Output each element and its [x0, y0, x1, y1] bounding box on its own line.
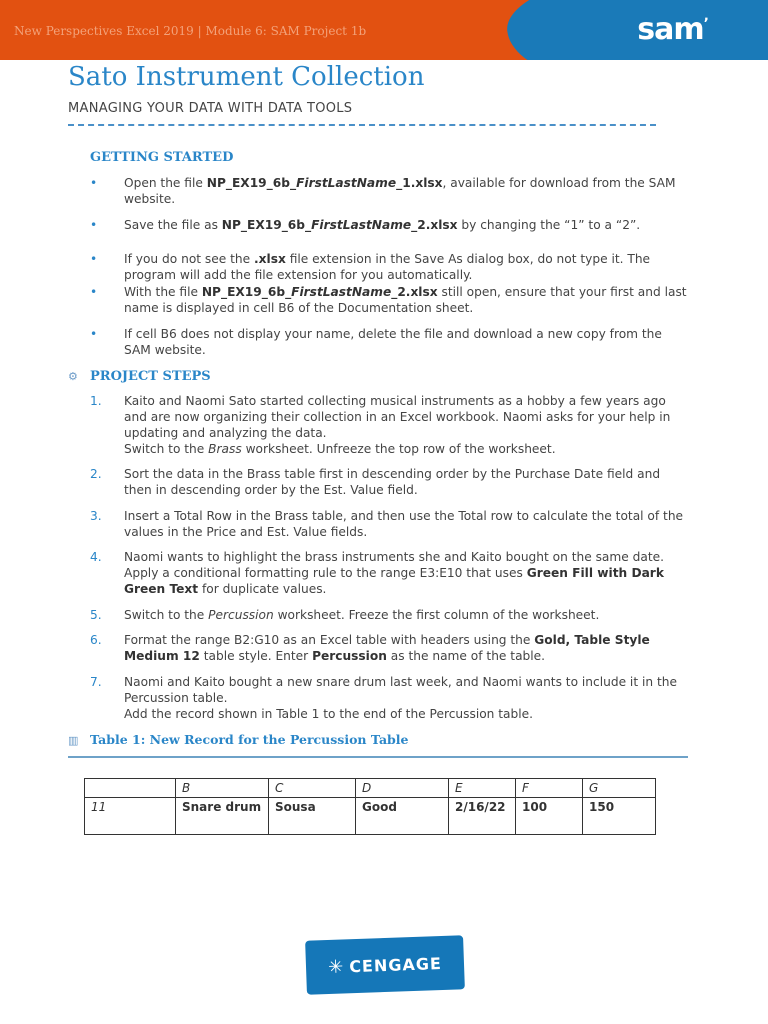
text-run: _1.xlsx [396, 176, 443, 190]
table-header-cell [85, 779, 176, 798]
table-cell: 100 [516, 798, 583, 835]
text-run: If you do not see the [124, 252, 255, 266]
steps-icon: ⚙ [68, 370, 78, 383]
step-paragraph [124, 466, 688, 498]
step-paragraph [124, 632, 688, 664]
text-run: Insert a Total Row in the Brass table, and then use the Total row to calculate the total of the values in the Price and Est. Value fields. [124, 509, 684, 539]
text-run: With the file [124, 285, 202, 299]
sam-logo-text: sam [637, 12, 704, 47]
text-run: NP_EX19_6b_ [201, 285, 292, 299]
text-run: If cell B6 does not display your name, delete the file and download a new copy from the SAM website. [124, 327, 662, 357]
text-run: _2.xlsx [411, 218, 458, 232]
cengage-logo [305, 935, 465, 994]
step-text [124, 607, 688, 623]
text-run: Percussion [208, 608, 274, 622]
text-run: NP_EX19_6b_ [221, 218, 312, 232]
text-run: still open, ensure that your first and last name is displayed in cell B6 of the Documentation sheet. [124, 285, 687, 315]
step-paragraph [124, 441, 688, 457]
step-number: 7. [90, 675, 102, 689]
sam-logo-mark: ʼ [703, 16, 708, 32]
text-run: Gold, Table Style Medium 12 [124, 633, 650, 663]
text-run: Format the range B2:G10 as an Excel table with headers using the [124, 633, 535, 647]
step-number: 6. [90, 633, 102, 647]
text-run: Add the record shown in Table 1 to the end of the Percussion table. [124, 707, 534, 721]
step-text [124, 674, 688, 722]
text-run: FirstLastName [291, 285, 392, 299]
banner-title: New Perspectives Excel 2019 | Module 6: SAM Project 1b [14, 24, 367, 38]
table-cell: Snare drum [176, 798, 269, 835]
list-item-text [124, 175, 688, 207]
sam-logo [637, 12, 708, 47]
table-row [85, 798, 656, 835]
bullet-marker: • [90, 285, 98, 299]
text-run: file extension in the Save As dialog box, do not type it. The program will add the file extension for you automatically. [124, 252, 651, 282]
project-steps-heading: PROJECT STEPS [90, 369, 211, 384]
table-header-row [85, 779, 656, 798]
step-paragraph [124, 508, 688, 540]
table-cell: Sousa [269, 798, 356, 835]
table-header-cell: C [269, 779, 356, 798]
text-run: Open the file [124, 176, 207, 190]
step-number: 1. [90, 394, 102, 408]
text-run: Percussion [312, 649, 387, 663]
text-run: NP_EX19_6b_ [206, 176, 297, 190]
text-run: Switch to the [124, 442, 209, 456]
step-text [124, 466, 688, 498]
bullet-marker: • [90, 176, 98, 190]
text-run: _2.xlsx [391, 285, 438, 299]
cengage-logo-text: CENGAGE [348, 953, 443, 976]
step-number: 3. [90, 509, 102, 523]
step-text [124, 632, 688, 664]
text-run: FirstLastName [296, 176, 397, 190]
text-run: Naomi wants to highlight the brass instruments she and Kaito bought on the same date. Apply a conditional formatting rule to the range E3:E10 that uses [124, 550, 665, 580]
text-run: Sort the data in the Brass table first in descending order by the Purchase Date field and then in descending order by the Est. Value field. [124, 467, 661, 497]
step-number: 2. [90, 467, 102, 481]
list-item-text [124, 217, 688, 233]
table-icon: ▥ [68, 734, 79, 747]
step-paragraph [124, 607, 688, 623]
text-run: as the name of the table. [386, 649, 546, 663]
step-number: 5. [90, 608, 102, 622]
bullet-marker: • [90, 327, 98, 341]
text-run: for duplicate values. [198, 582, 327, 596]
step-text [124, 393, 688, 457]
dashed-divider [68, 124, 656, 126]
table-header-cell: D [356, 779, 449, 798]
step-paragraph [124, 549, 688, 597]
text-run: Save the file as [124, 218, 222, 232]
step-text [124, 508, 688, 540]
list-item-text [124, 326, 688, 358]
page-subtitle: MANAGING YOUR DATA WITH DATA TOOLS [68, 101, 353, 116]
text-run: Green Fill with Dark Green Text [124, 566, 664, 596]
text-run: worksheet. Unfreeze the top row of the worksheet. [241, 442, 556, 456]
list-item-text [124, 284, 688, 316]
cengage-star-icon: ✳ [327, 955, 344, 978]
text-run: worksheet. Freeze the first column of the worksheet. [273, 608, 600, 622]
text-run: Naomi and Kaito bought a new snare drum last week, and Naomi wants to include it in the Percussion table. [124, 675, 677, 705]
text-run: .xlsx [254, 252, 286, 266]
table-cell: Good [356, 798, 449, 835]
step-paragraph [124, 706, 688, 722]
bullet-marker: • [90, 218, 98, 232]
bullet-marker: • [90, 252, 98, 266]
header-banner [0, 0, 768, 60]
text-run: Kaito and Naomi Sato started collecting musical instruments as a hobby a few years ago and are now organizing their collection in an Excel workbook. Naomi asks for your help in updating and analyzing the data. [124, 394, 671, 440]
text-run: Brass [208, 442, 242, 456]
table-header-cell: G [583, 779, 656, 798]
getting-started-heading: GETTING STARTED [90, 150, 234, 165]
banner-swoosh [503, 0, 768, 60]
list-item-text [124, 251, 688, 283]
step-paragraph [124, 674, 688, 706]
text-run: FirstLastName [311, 218, 412, 232]
table-header-cell: E [449, 779, 516, 798]
table-cell: 150 [583, 798, 656, 835]
table-divider [68, 756, 688, 758]
text-run: Switch to the [124, 608, 209, 622]
page-title: Sato Instrument Collection [68, 62, 425, 92]
table-cell: 11 [85, 798, 176, 835]
step-paragraph [124, 393, 688, 441]
text-run: , available for download from the SAM website. [124, 176, 676, 206]
table1-caption: Table 1: New Record for the Percussion Table [90, 732, 409, 747]
text-run: table style. Enter [199, 649, 313, 663]
step-text [124, 549, 688, 597]
table-header-cell: B [176, 779, 269, 798]
record-table [84, 778, 656, 835]
table-header-cell: F [516, 779, 583, 798]
text-run: by changing the “1” to a “2”. [457, 218, 641, 232]
step-number: 4. [90, 550, 102, 564]
table-cell: 2/16/22 [449, 798, 516, 835]
